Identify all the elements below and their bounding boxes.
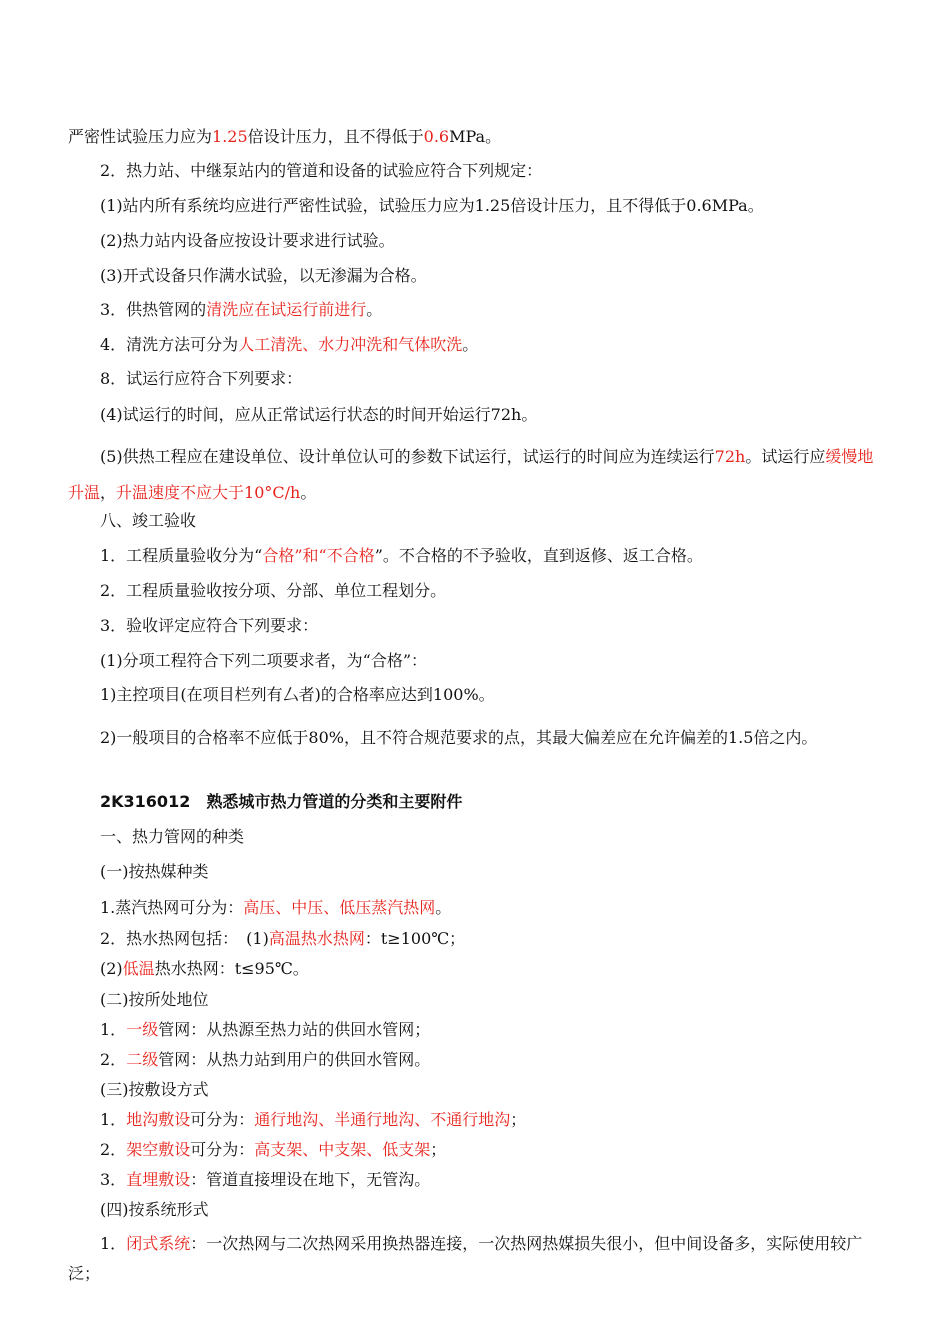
body-text: ， bbox=[100, 483, 117, 502]
body-text: ； bbox=[430, 1140, 447, 1159]
body-text: 1．工程质量验收分为“ bbox=[100, 546, 263, 565]
list-item-hot-water bbox=[68, 928, 916, 950]
list-item-general-items bbox=[68, 720, 884, 756]
list-item-trial-4 bbox=[68, 404, 916, 426]
body-text: (4)试运行的时间，应从正常试运行状态的时间开始运行72h。 bbox=[100, 405, 538, 424]
body-text: 2)一般项目的合格率不应低于80%，且不符合规范要求的点，其最大偏差应在允许偏差的1.5倍之内。 bbox=[100, 728, 818, 747]
body-text: ”。不合格的不予验收，直到返修、返工合格。 bbox=[374, 546, 703, 565]
list-item-closed-system bbox=[68, 1229, 884, 1289]
body-text: (1)分项工程符合下列二项要求者，为“合格”： bbox=[100, 651, 428, 670]
body-text: (5)供热工程应在建设单位、设计单位认可的参数下试运行，试运行的时间应为连续运行 bbox=[100, 447, 715, 466]
body-text: 严密性试验压力应为 bbox=[68, 127, 213, 146]
list-item-trial-5 bbox=[68, 439, 884, 511]
list-item-trench bbox=[68, 1109, 916, 1131]
highlight-text: 升温速度不应大于10°C/h bbox=[116, 483, 301, 502]
paragraph-acceptance-2 bbox=[68, 580, 916, 602]
body-text: 1.蒸汽热网可分为： bbox=[100, 898, 244, 917]
list-item-steam bbox=[68, 897, 916, 919]
body-text: 1． bbox=[100, 1110, 127, 1129]
body-text: 管网：从热源至热力站的供回水管网； bbox=[158, 1020, 431, 1039]
highlight-text: 直埋敷设 bbox=[126, 1170, 191, 1189]
highlight-text: 高压、中压、低压蒸汽热网 bbox=[243, 898, 436, 917]
paragraph-acceptance-3 bbox=[68, 615, 916, 637]
highlight-text: 低温 bbox=[122, 959, 155, 978]
subsection-heading-position bbox=[68, 989, 916, 1011]
highlight-text: 人工清洗、水力冲洗和气体吹洗 bbox=[238, 335, 463, 354]
body-text: (四)按系统形式 bbox=[100, 1200, 209, 1219]
paragraph-pressure-test bbox=[68, 126, 884, 148]
body-text: 2．热力站、中继泵站内的管道和设备的试验应符合下列规定： bbox=[100, 161, 543, 180]
highlight-text: 地沟敷设 bbox=[126, 1110, 191, 1129]
highlight-text: 清洗应在试运行前进行 bbox=[206, 300, 367, 319]
list-item-low-temp bbox=[68, 958, 916, 980]
section-heading-network-types bbox=[68, 826, 916, 848]
highlight-text: 1.25 bbox=[212, 127, 248, 146]
list-item-secondary-network bbox=[68, 1049, 916, 1071]
body-text: 。 bbox=[462, 335, 479, 354]
paragraph-station-test bbox=[68, 160, 916, 182]
body-text: (三)按敷设方式 bbox=[100, 1080, 209, 1099]
list-item-direct-burial bbox=[68, 1169, 916, 1191]
body-text: 可分为： bbox=[190, 1110, 255, 1129]
body-text: 可分为： bbox=[190, 1140, 255, 1159]
body-text: MPa。 bbox=[449, 127, 502, 146]
body-text: 8．试运行应符合下列要求： bbox=[100, 369, 303, 388]
body-text: 。 bbox=[366, 300, 383, 319]
list-item-station-3 bbox=[68, 265, 916, 287]
list-item-primary-network bbox=[68, 1019, 916, 1041]
highlight-text: 72h bbox=[714, 447, 746, 466]
body-text: 2． bbox=[100, 1140, 127, 1159]
paragraph-cleaning-timing bbox=[68, 299, 916, 321]
body-text: 4．清洗方法可分为 bbox=[100, 335, 239, 354]
body-text: 一、热力管网的种类 bbox=[100, 827, 245, 846]
body-text: (3)开式设备只作满水试验，以无渗漏为合格。 bbox=[100, 266, 427, 285]
list-item-main-control bbox=[68, 684, 916, 706]
section-heading-acceptance bbox=[68, 510, 916, 532]
list-item-acceptance-sub1 bbox=[68, 650, 916, 672]
list-item-station-2 bbox=[68, 230, 916, 252]
body-text: 1)主控项目(在项目栏列有厶者)的合格率应达到100%。 bbox=[100, 685, 495, 704]
body-text: 1． bbox=[100, 1234, 127, 1253]
body-text: 2．热水热网包括： (1) bbox=[100, 929, 269, 948]
highlight-text: 架空敷设 bbox=[126, 1140, 191, 1159]
body-text: 2K316012 熟悉城市热力管道的分类和主要附件 bbox=[100, 792, 463, 811]
paragraph-cleaning-methods bbox=[68, 334, 916, 356]
highlight-text: 高温热水热网 bbox=[268, 929, 365, 948]
highlight-text: 通行地沟、半通行地沟、不通行地沟 bbox=[254, 1110, 511, 1129]
body-text: 2．工程质量验收按分项、分部、单位工程划分。 bbox=[100, 581, 447, 600]
highlight-text: 一级 bbox=[126, 1020, 159, 1039]
highlight-text: 高支架、中支架、低支架 bbox=[254, 1140, 431, 1159]
body-text: (1)站内所有系统均应进行严密性试验，试验压力应为1.25倍设计压力，且不得低于0.6MPa。 bbox=[100, 196, 764, 215]
subsection-heading-medium bbox=[68, 861, 916, 883]
body-text: ：t≥100℃； bbox=[364, 929, 466, 948]
body-text: (一)按热媒种类 bbox=[100, 862, 209, 881]
body-text: (2) bbox=[100, 959, 123, 978]
highlight-text: 缓慢地升温 bbox=[68, 447, 874, 502]
list-item-overhead bbox=[68, 1139, 916, 1161]
body-text: 1． bbox=[100, 1020, 127, 1039]
body-text: 。试运行应 bbox=[745, 447, 826, 466]
body-text: ：管道直接埋设在地下，无管沟。 bbox=[190, 1170, 431, 1189]
subsection-heading-laying bbox=[68, 1079, 916, 1101]
list-item-station-1 bbox=[68, 195, 916, 217]
highlight-text: 合格”和“不合格 bbox=[262, 546, 375, 565]
body-text: 。 bbox=[300, 483, 317, 502]
body-text: ； bbox=[510, 1110, 527, 1129]
body-text: 倍设计压力，且不得低于 bbox=[247, 127, 424, 146]
body-text: 热水热网：t≤95℃。 bbox=[154, 959, 309, 978]
paragraph-trial-run bbox=[68, 368, 916, 390]
highlight-text: 0.6 bbox=[423, 127, 450, 146]
body-text: 。 bbox=[435, 898, 452, 917]
body-text: 管网：从热力站到用户的供回水管网。 bbox=[158, 1050, 431, 1069]
body-text: ：一次热网与二次热网采用换热器连接，一次热网热媒损失很小，但中间设备多，实际使用较广泛； bbox=[68, 1234, 863, 1283]
highlight-text: 二级 bbox=[126, 1050, 159, 1069]
body-text: 八、竣工验收 bbox=[100, 511, 197, 530]
chapter-heading-2k316012 bbox=[68, 791, 916, 813]
body-text: 3．供热管网的 bbox=[100, 300, 207, 319]
highlight-text: 闭式系统 bbox=[126, 1234, 191, 1253]
body-text: 2． bbox=[100, 1050, 127, 1069]
body-text: 3． bbox=[100, 1170, 127, 1189]
paragraph-acceptance-1 bbox=[68, 545, 916, 567]
subsection-heading-system bbox=[68, 1199, 916, 1221]
body-text: 3．验收评定应符合下列要求： bbox=[100, 616, 319, 635]
body-text: (2)热力站内设备应按设计要求进行试验。 bbox=[100, 231, 395, 250]
body-text: (二)按所处地位 bbox=[100, 990, 209, 1009]
